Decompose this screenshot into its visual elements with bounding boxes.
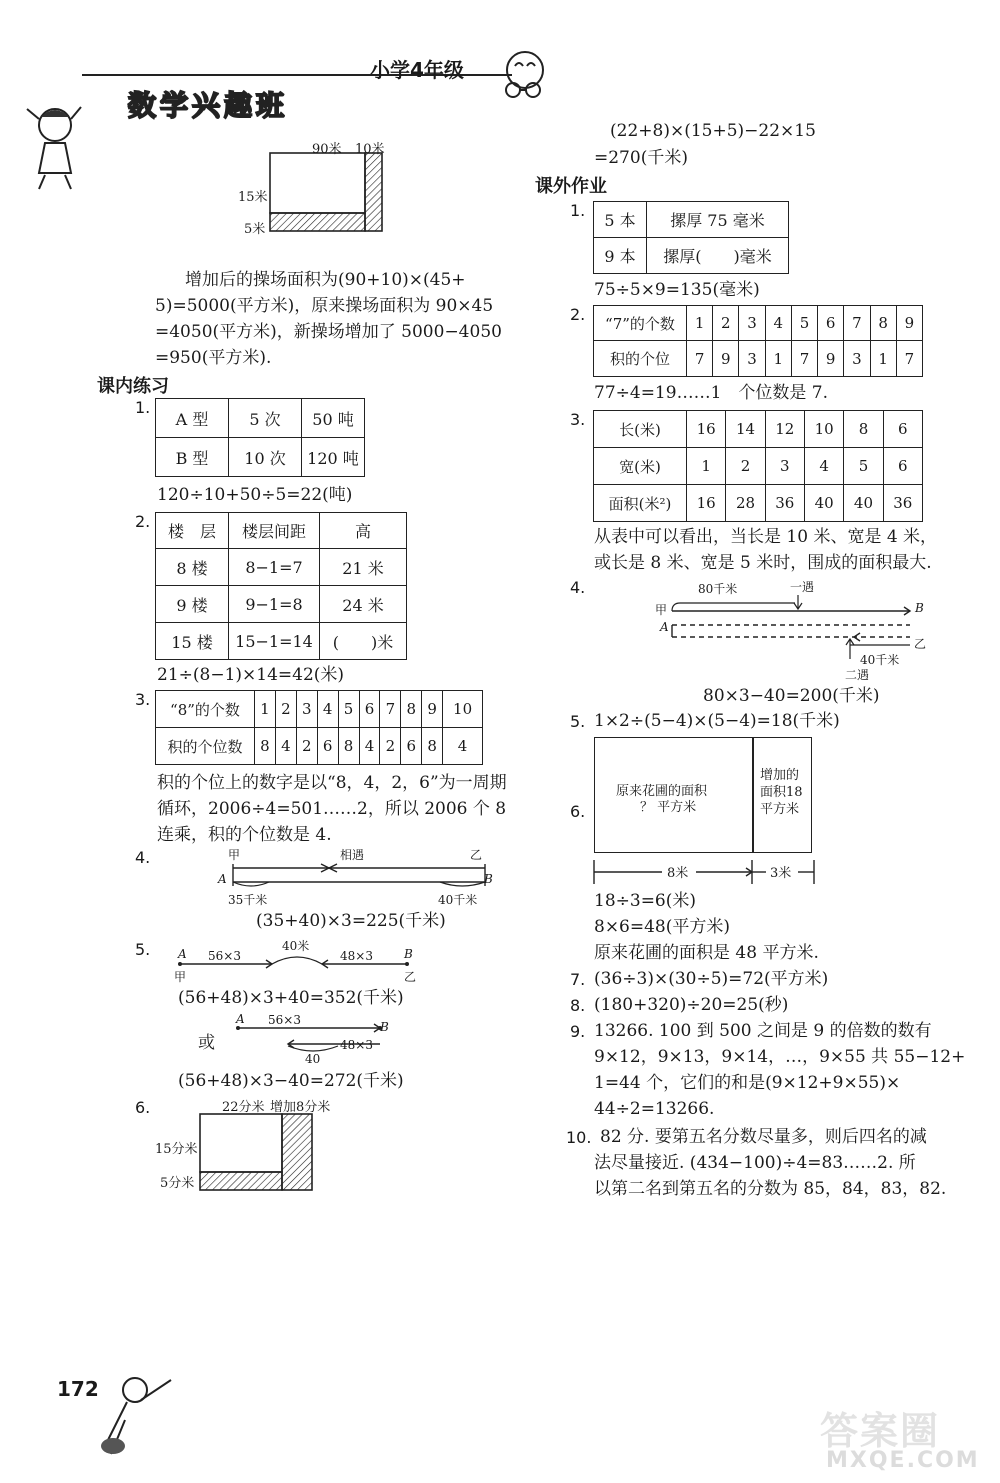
cell: 9 [896, 306, 922, 341]
hw-q4-d1: 80千米 [698, 582, 738, 596]
cell: 8 [255, 728, 276, 765]
cell: 4 [765, 306, 791, 341]
q6-area-diagram [198, 1112, 318, 1194]
q1-answer: 120÷10+50÷5=22(吨) [157, 485, 353, 505]
cell: 8 [870, 306, 896, 341]
child-cartoon-icon [95, 1370, 195, 1460]
cell: 21 米 [320, 549, 407, 586]
q5-or: 或 [198, 1033, 215, 1053]
hw-q4-answer: 80×3−40=200(千米) [703, 686, 880, 706]
page-number: 172 [57, 1377, 99, 1401]
q5-a2: A [236, 1012, 245, 1026]
q4-a: A [218, 872, 227, 886]
hw-q7-text: (36÷3)×(30÷5)=72(平方米) [594, 969, 829, 989]
cell: 9 楼 [156, 586, 229, 623]
hw-q6-len2: 3米 [770, 866, 792, 881]
cell: 楼层间距 [229, 513, 320, 549]
q6-ext-label: 5分米 [160, 1176, 195, 1191]
cell: 9−1=8 [229, 586, 320, 623]
cell: 2 [275, 691, 296, 728]
cell: 5 [791, 306, 817, 341]
q5-answer-2: (56+48)×3−40=272(千米) [178, 1071, 404, 1091]
hw-q9-line-1: 13266. 100 到 500 之间是 9 的倍数的数有 [594, 1021, 932, 1041]
q5-b2: B [380, 1020, 389, 1034]
cell: 3 [296, 691, 317, 728]
hw-q1-number: 1. [570, 201, 586, 220]
book-title: 数学兴趣班 [128, 89, 289, 122]
q5-answer-1: (56+48)×3+40=352(千米) [178, 988, 404, 1008]
hw-q4-lap2: 二遇 [845, 668, 870, 682]
hw-q4-number: 4. [570, 578, 586, 597]
hw-q6-divider [752, 737, 754, 853]
hw-q10-line-3: 以第二名到第五名的分数为 85，84，83，82. [594, 1179, 947, 1199]
cell: 1 [687, 448, 726, 485]
cell: 40 [804, 485, 843, 522]
cell: 5 [844, 448, 883, 485]
cell: 24 米 [320, 586, 407, 623]
cell: 28 [726, 485, 765, 522]
cell: 长(米) [594, 411, 687, 448]
diagram-height-label: 15米 [238, 190, 268, 205]
cell: 6 [401, 728, 422, 765]
cell: 摞厚 75 毫米 [647, 202, 789, 238]
hw-q6-add-3: 平方米 [760, 802, 800, 817]
cell: 8 [844, 411, 883, 448]
q4-left-dist: 35千米 [228, 893, 268, 907]
hw-q9-line-2: 9×12，9×13，9×14，…，9×55 共 55−12+ [594, 1047, 966, 1067]
intro-line-1: 增加后的操场面积为(90+10)×(45+ [185, 270, 466, 290]
cell: 面积(米²) [594, 485, 687, 522]
cell: 9 [422, 691, 443, 728]
cell: 6 [317, 728, 338, 765]
diagram-ext-height-label: 5米 [244, 222, 266, 237]
cell: 5 [338, 691, 359, 728]
intro-line-4: =950(平方米). [155, 348, 272, 368]
hw-q3-number: 3. [570, 410, 586, 429]
diagram-width-label: 90米 [312, 142, 342, 157]
hw-q1-answer: 75÷5×9=135(毫米) [594, 280, 760, 300]
cell: 7 [791, 341, 817, 377]
q3-number: 3. [135, 690, 151, 709]
q4-right-dist: 40千米 [438, 893, 478, 907]
q2-answer: 21÷(8−1)×14=42(米) [157, 665, 345, 685]
cell: 1 [765, 341, 791, 377]
q4-meet: 相遇 [340, 848, 365, 862]
cell: 2 [713, 306, 739, 341]
cell: 120 吨 [302, 438, 365, 477]
cell: 8 楼 [156, 549, 229, 586]
cell: 50 吨 [302, 399, 365, 438]
cell: 36 [765, 485, 804, 522]
hw-q6-add-2: 面积18 [760, 785, 803, 800]
cell: “8”的个数 [156, 691, 255, 728]
cell: 2 [296, 728, 317, 765]
grade-label: 小学4年级 [370, 58, 464, 82]
section-title-homework: 课外作业 [535, 176, 607, 197]
hw-q10-line-2: 法尽量接近. (434−100)÷4=83……2. 所 [594, 1153, 916, 1173]
hw-q3-answer-2: 或长是 8 米、宽是 5 米时，围成的面积最大. [594, 553, 932, 573]
cell: 9 本 [594, 238, 647, 274]
cell: 楼 层 [156, 513, 229, 549]
cell: 积的个位 [594, 341, 687, 377]
cell: 4 [317, 691, 338, 728]
cell: 6 [883, 448, 922, 485]
cell: 9 [713, 341, 739, 377]
cell: 高 [320, 513, 407, 549]
q4-jia: 甲 [228, 848, 241, 862]
q6-top-label: 22分米 [222, 1100, 265, 1115]
q3-answer-2: 循环，2006÷4=501……2，所以 2006 个 8 [157, 799, 507, 819]
cell: 宽(米) [594, 448, 687, 485]
cell: 7 [844, 306, 870, 341]
cell: 15−1=14 [229, 623, 320, 660]
cell: 2 [726, 448, 765, 485]
section-title-inclass: 课内练习 [97, 376, 169, 397]
cell: 5 次 [229, 399, 302, 438]
cell: 积的个位数 [156, 728, 255, 765]
hw-q2-answer: 77÷4=19……1 个位数是 7. [594, 383, 829, 403]
cell: 8 [338, 728, 359, 765]
hw-q5-number: 5. [570, 712, 586, 731]
hw-q6-line-1: 18÷3=6(米) [594, 891, 697, 911]
cell: 4 [804, 448, 843, 485]
cell: 14 [726, 411, 765, 448]
hw-q9-number: 9. [570, 1022, 586, 1041]
cell: 10 [804, 411, 843, 448]
q3-table [155, 690, 483, 765]
cell: 6 [883, 411, 922, 448]
q4-answer: (35+40)×3=225(千米) [256, 911, 446, 931]
q5-seg1b: 56×3 [268, 1013, 301, 1027]
q5-gap: 40米 [282, 939, 310, 953]
right-top-line-1: (22+8)×(15+5)−22×15 [610, 121, 816, 141]
hw-q6-len1: 8米 [667, 866, 689, 881]
hw-q4-lap1: 一遇 [790, 580, 815, 594]
q5-b: B [404, 947, 413, 961]
q3-answer-1: 积的个位上的数字是以“8，4，2，6”为一周期 [157, 773, 507, 793]
q6-number: 6. [135, 1098, 151, 1117]
q4-b: B [484, 872, 493, 886]
hw-q7-number: 7. [570, 970, 586, 989]
cell: 3 [739, 341, 765, 377]
q1-table [155, 398, 365, 477]
cell: 4 [359, 728, 380, 765]
hw-q10-line-1: 82 分. 要第五名分数尽量多，则后四名的减 [600, 1127, 927, 1147]
q5-gap2: 40 [305, 1052, 321, 1066]
hw-q2-table [593, 305, 923, 377]
hw-q3-table [593, 410, 923, 522]
cell: 2 [380, 728, 401, 765]
cell: 16 [687, 411, 726, 448]
cell: 10 次 [229, 438, 302, 477]
right-top-line-2: =270(千米) [594, 148, 688, 168]
hw-q9-line-3: 1=44 个，它们的和是(9×12+9×55)× [594, 1073, 901, 1093]
cell: 16 [687, 485, 726, 522]
cell: 40 [844, 485, 883, 522]
cell: 7 [687, 341, 713, 377]
hw-q6-main-1: 原来花圃的面积 [616, 784, 708, 799]
cell: 8−1=7 [229, 549, 320, 586]
q5-jia: 甲 [174, 970, 187, 984]
hw-q4-d2: 40千米 [860, 653, 900, 667]
hw-q3-answer-1: 从表中可以看出，当长是 10 米、宽是 4 米， [594, 527, 938, 547]
hw-q4-jia: 甲 [655, 603, 668, 617]
hw-q5-answer: 1×2÷(5−4)×(5−4)=18(千米) [594, 711, 840, 731]
cell: 3 [844, 341, 870, 377]
diagram-ext-label: 10米 [355, 142, 385, 157]
q5-a: A [178, 947, 187, 961]
watermark-url: MXQE.COM [826, 1448, 980, 1473]
smiley-glasses-icon [495, 44, 555, 100]
q2-number: 2. [135, 512, 151, 531]
intro-line-3: =4050(平方米)，新操场增加了 5000−4050 [155, 322, 502, 342]
cell: 3 [739, 306, 765, 341]
cell: 摞厚( )毫米 [647, 238, 789, 274]
q1-number: 1. [135, 398, 151, 417]
hw-q8-text: (180+320)÷20=25(秒) [594, 995, 789, 1015]
cell: 8 [422, 728, 443, 765]
q5-seg2b: 48×3 [340, 1038, 373, 1052]
hw-q6-line-2: 8×6=48(平方米) [594, 917, 731, 937]
cell: 36 [883, 485, 922, 522]
q4-number: 4. [135, 848, 151, 867]
cell: 6 [818, 306, 844, 341]
cell: 7 [380, 691, 401, 728]
hw-q6-number: 6. [570, 802, 586, 821]
cell: 1 [687, 306, 713, 341]
hw-q10-number: 10. [566, 1128, 592, 1147]
cell: 3 [765, 448, 804, 485]
hw-q4-a: A [660, 620, 669, 634]
cell: 15 楼 [156, 623, 229, 660]
cell: 8 [401, 691, 422, 728]
q5-number: 5. [135, 940, 151, 959]
cell: 12 [765, 411, 804, 448]
q5-yi: 乙 [404, 970, 417, 984]
hw-q4-b: B [915, 601, 924, 615]
cell: 6 [359, 691, 380, 728]
cell: 5 本 [594, 202, 647, 238]
q4-line-diagram [225, 860, 495, 890]
cell: 9 [818, 341, 844, 377]
cell: 4 [443, 728, 483, 765]
cell: 1 [255, 691, 276, 728]
watermark-logo: 答案圈 [820, 1409, 941, 1453]
q6-add-label: 增加8分米 [270, 1100, 331, 1115]
hw-q2-number: 2. [570, 305, 586, 324]
intro-line-2: 5)=5000(平方米)，原来操场面积为 90×45 [155, 296, 494, 316]
hw-q6-add-1: 增加的 [760, 768, 800, 783]
hw-q6-line-3: 原来花圃的面积是 48 平方米. [594, 943, 819, 963]
hw-q1-table [593, 201, 789, 274]
q3-answer-3: 连乘，积的个位数是 4. [157, 825, 332, 845]
cell: A 型 [156, 399, 229, 438]
cell: 4 [275, 728, 296, 765]
q4-yi: 乙 [470, 848, 483, 862]
cell: 1 [870, 341, 896, 377]
cell: “7”的个数 [594, 306, 687, 341]
girl-cartoon-icon [15, 95, 95, 195]
cell: B 型 [156, 438, 229, 477]
hw-q6-main-2: ？ 平方米 [640, 800, 697, 815]
q2-table [155, 512, 407, 660]
q5-seg2: 48×3 [340, 949, 373, 963]
cell: 7 [896, 341, 922, 377]
hw-q8-number: 8. [570, 996, 586, 1015]
q5-seg1: 56×3 [208, 949, 241, 963]
hw-q4-yi: 乙 [914, 637, 927, 651]
q6-height-label: 15分米 [155, 1142, 198, 1157]
cell: 10 [443, 691, 483, 728]
cell: ( )米 [320, 623, 407, 660]
hw-q9-line-4: 44÷2=13266. [594, 1099, 715, 1119]
